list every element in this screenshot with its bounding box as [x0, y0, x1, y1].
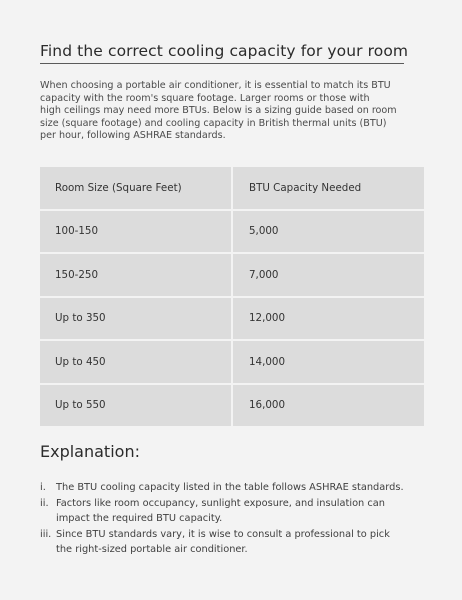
intro-line: size (square footage) and cooling capacity in British thermal units (BTU) — [40, 117, 387, 129]
header-room-size: Room Size (Square Feet) — [40, 167, 231, 209]
table-cell-btu: 12,000 — [233, 298, 424, 340]
intro-line: When choosing a portable air conditioner, it is essential to match its BTU — [40, 80, 391, 91]
table-cell-room-size: Up to 450 — [40, 341, 231, 383]
table-cell-btu: 5,000 — [233, 211, 424, 253]
table-cell-btu: 7,000 — [233, 254, 424, 296]
table-cell-room-size: Up to 350 — [40, 298, 231, 340]
list-item-text: The BTU cooling capacity listed in the table follows ASHRAE standards. — [56, 482, 404, 493]
table-cell-btu: 16,000 — [233, 385, 424, 427]
list-item-text: the right-sized portable air conditioner. — [56, 544, 248, 555]
list-item-text: Since BTU standards vary, it is wise to consult a professional to pick — [56, 528, 390, 540]
page-title: Find the correct cooling capacity for your room — [40, 42, 409, 60]
intro-line: capacity with the room's square footage. Larger rooms or those with — [40, 92, 370, 104]
table-cell-btu: 14,000 — [233, 341, 424, 383]
list-item-number: i. — [40, 482, 46, 493]
list-item-text: impact the required BTU capacity. — [56, 513, 223, 524]
intro-line: per hour, following ASHRAE standards. — [40, 130, 226, 142]
list-item — [40, 527, 450, 558]
table-cell-room-size: 150-250 — [40, 254, 231, 296]
title-underline — [40, 63, 404, 64]
sizing-table — [40, 167, 423, 426]
header-btu-capacity: BTU Capacity Needed — [233, 167, 424, 209]
list-item-number: ii. — [40, 497, 49, 509]
list-item-number: iii. — [40, 528, 52, 540]
explanation-heading: Explanation: — [40, 442, 140, 461]
intro-paragraph — [40, 80, 444, 143]
intro-line: high ceilings may need more BTUs. Below is a sizing guide based on room — [40, 105, 397, 117]
table-cell-room-size: Up to 550 — [40, 385, 231, 427]
list-item — [40, 480, 450, 496]
explanation-list — [40, 480, 450, 558]
table-cell-room-size: 100-150 — [40, 211, 231, 253]
list-item-text: Factors like room occupancy, sunlight exposure, and insulation can — [56, 497, 385, 509]
list-item — [40, 496, 450, 527]
